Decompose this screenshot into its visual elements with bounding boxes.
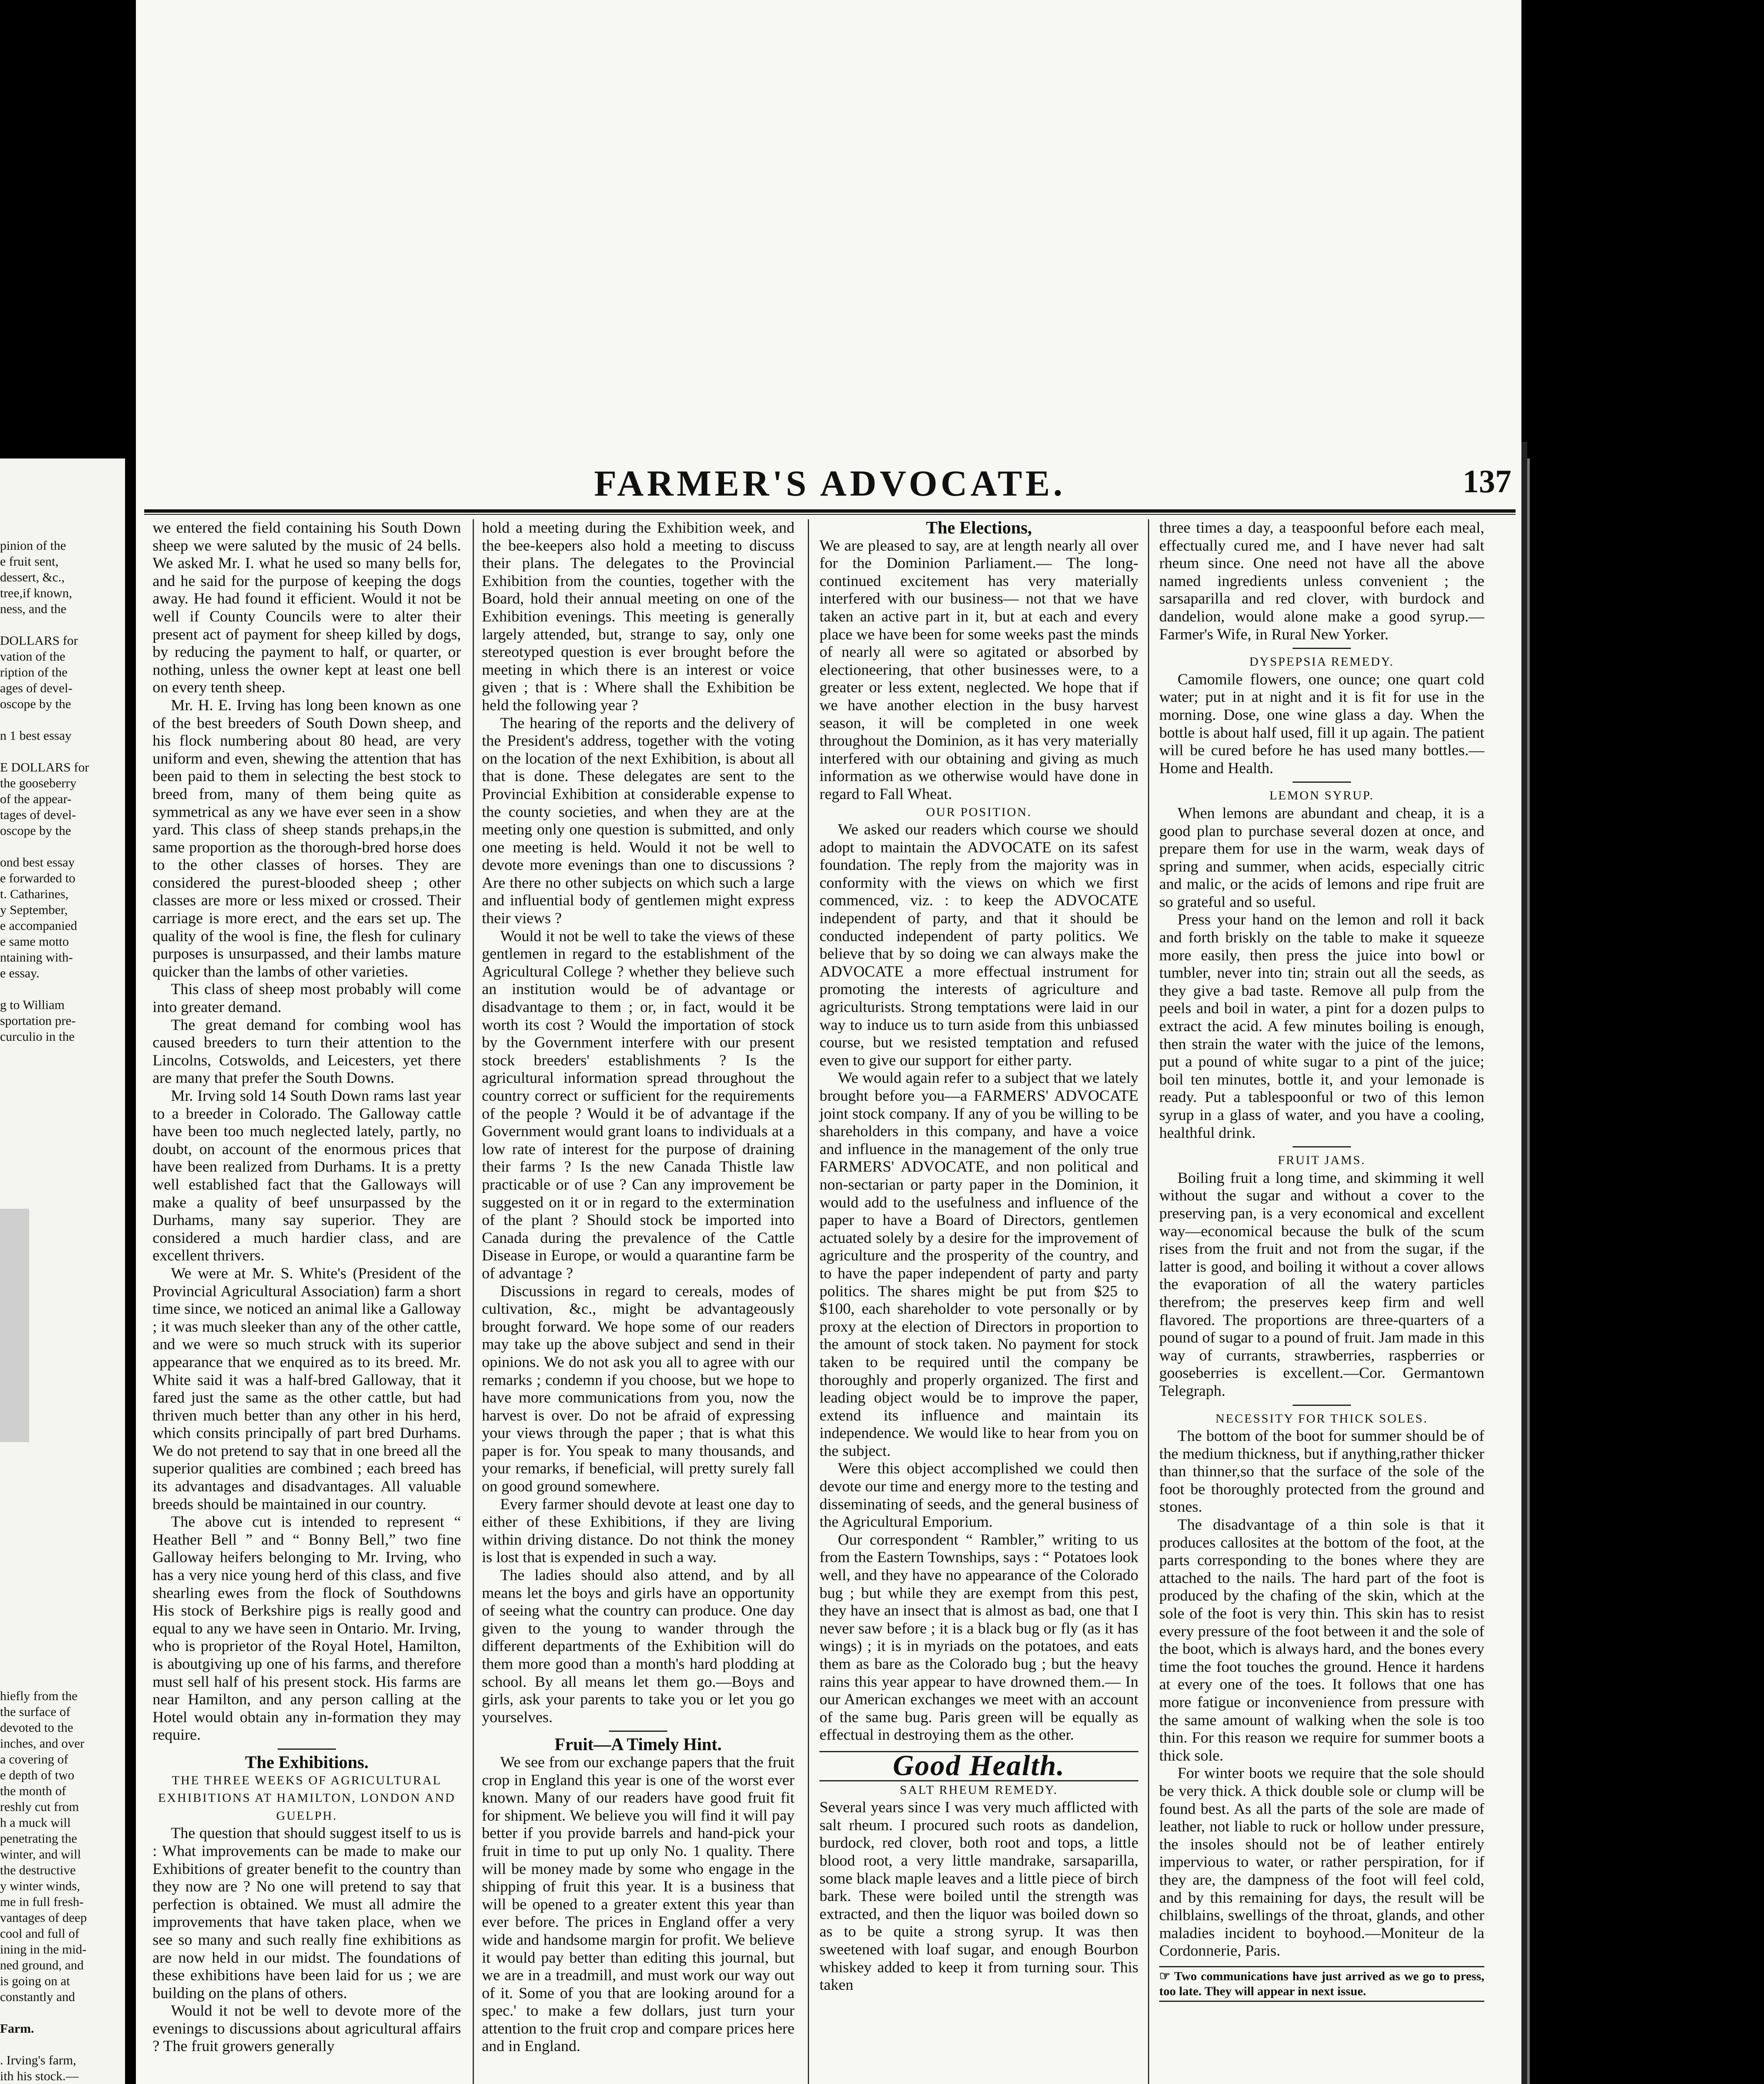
left-fragment-line: ond best essay [0,855,75,869]
left-fragment-line: e accompanied [0,918,78,933]
col1-body-2 [153,1825,461,2056]
paragraph: Were this object accomplished we could then devote our time and energy more to the testing and disseminating of seeds, and the general business of the Agricultural Emporium. [819,1460,1138,1531]
left-fragment-line: penetrating the [0,1831,78,1846]
paragraph: The disadvantage of a thin sole is that it produces callosites at the bottom of the foot, at the parts corresponding to the bones where they are attached to the nails. The hard part of the foot is produced by the chafing of the skin, which at the sole of the foot is very thin. This skin has to resist every pressure of the foot between it and the sole of the boot, which is always hard, and the bones every time the foot touches the ground. Hence it hardens at every one of the toes. It follows that one has more fatigue or inconvenience from pressure with the same amount of walking when the sole is too thin. For this reason we require for summer boots a thick sole. [1159,1516,1484,1764]
left-fragment-line: winter, and will [0,1847,81,1861]
section-subheading: OUR POSITION. [926,805,1032,819]
left-fragment-line [0,2036,87,2052]
newspaper-page [136,0,1521,2084]
separator-rule [1293,1405,1351,1406]
section-subheading: LEMON SYRUP. [1269,789,1374,803]
paragraph: We see from our exchange papers that the fruit crop in England this year is one of the worst ever known. Many of our readers have good fruit fit for shipment. We believe you will find it will pay better if you provide barrels and hand-pick your fruit in time to put up only No. 1 quality. There will be money made by some who engage in the shipping of fruit this year. It is a business that will be opened to a greater extent this year than ever before. The prices in England offer a very wide and handsome margin for profit. We believe it would pay better than editing this journal, but we are in a treadmill, and must work our way out of it. Some of you that are looking around for a spec.' to make a few dollars, just turn your attention to the fruit crop and compare prices here and in England. [482,1753,794,2055]
paragraph: For winter boots we require that the sole should be very thick. A thick double sole or clump will be found best. As all the parts of the sole are made of leather, not liable to ruck or hollow under pressure, the insoles should not be of leather entirely impervious to water, or rather perspiration, for if they are, the dampness of the foot will feel cold, and by this remaining for days, the result will be chilblains, swellings of the throat, glands, and other maladies incident to boyhood.—Moniteur de la Cordonnerie, Paris. [1159,1765,1484,1960]
left-fragment-line: the surface of [0,1704,70,1719]
left-fragment-line: e same motto [0,934,69,949]
left-fragment-line: reshly cut from [0,1799,79,1814]
left-fragment-line: ages of devel- [0,681,73,695]
paragraph: three times a day, a teaspoonful before each meal, effectually cured me, and I have never had salt rheum since. One need not have all the above named ingredients unless convenient ; the sarsaparilla and red clover, with burdock and dandelion, would alone make a good syrup.—Farmer's Wife, in Rural New Yorker. [1159,519,1484,643]
left-fragment-line: Farm. [0,2021,34,2036]
paragraph: Our correspondent “ Rambler,” writing to us from the Eastern Townships, says : “ Potatoes look well, and they have no appearance of the Colorado bug ; but while they are exempt from this pest, they have an insect that is almost as bad, one that I never saw before ; it is a black bug or fly (as it has wings) ; it is in myriads on the potatoes, and eats them as bare as the Colorado bug ; but the heavy rains this year appear to have drowned them.— In our American exchanges we meet with an account of the same bug. Paris green will be equally as effectual in destroying them as the other. [819,1531,1138,1744]
left-fragment-line: me in full fresh- [0,1894,84,1909]
left-fragment-line: the destructive [0,1863,76,1877]
column-4 [1159,519,1484,2002]
left-fragment-line [0,617,89,633]
left-fragment-line: t. Catharines, [0,887,69,901]
left-page-text-top [0,538,89,1045]
left-fragment-line: y September, [0,902,68,917]
paragraph: The bottom of the boot for summer should be of the medium thickness, but if anything,rather thicker than thinner,so that the surface of the sole of the foot be thoroughly protected from the ground and stones. [1159,1428,1484,1516]
article-heading-elections: The Elections, [926,518,1032,538]
column-3 [819,519,1138,1994]
left-fragment-line: the month of [0,1783,66,1798]
left-fragment-line: curculio in the [0,1029,75,1044]
left-fragment-line: h a muck will [0,1815,71,1830]
left-fragment-line: the gooseberry [0,776,77,790]
paragraph: This class of sheep most probably will come into greater demand. [153,981,461,1016]
masthead [144,463,1516,504]
article-subheading: THE THREE WEEKS OF AGRICULTURAL EXHIBITIONS AT HAMILTON, LONDON AND GUELPH. [158,1773,456,1823]
paragraph: The hearing of the reports and the delivery of the President's address, together with the voting on the location of the next Exhibition, is about all that is done. These delegates are sent to the Provincial Exhibition at considerable expense to the county societies, and when they are at the meeting only one question is submitted, and only one meeting is held. Would it not be well to devote more evenings than one to discussions ? Are there no other subjects on which such a large and influential body of gentlemen might express their views ? [482,714,794,927]
column-divider [808,519,809,2084]
separator-rule [1293,1146,1351,1147]
left-fragment-line: of the appear- [0,792,72,806]
masthead-rule-thin [144,514,1516,515]
paragraph: We asked our readers which course we should adopt to maintain the ADVOCATE on its safest foundation. The reply from the majority was in conformity with the views on which we first commenced, viz. : to keep the ADVOCATE independent of party, and that it should be conducted independent of party politics. We believe that by so doing we can always make the ADVOCATE a more effectual instrument for promoting the interests of agriculture and agriculturists. Strong temptations were laid in our way to induce us to turn aside from this unbiassed course, but we resisted temptation and refused even to give our support for either party. [819,821,1138,1069]
soles-body [1159,1428,1484,1960]
lemon-body [1159,805,1484,1142]
paragraph: We were at Mr. S. White's (President of the Provincial Agricultural Association) farm a short time since, we noticed an animal like a Galloway ; it was much sleeker than any of the other cattle, and we were so much struck with its superior appearance that we enquired as to its breed. Mr. White said it was a half-bred Galloway, that it fared just the same as the other cattle, but had thriven much better than any other in his herd, which consits principally of part bred Durhams. We do not pretend to say that in one breed all the superior qualities are combined ; each breed has its advantages and disadvantages. All valuable breeds should be maintained in our country. [153,1265,461,1513]
masthead-rule [144,509,1516,513]
left-fragment-line: e depth of two [0,1768,75,1782]
left-fragment-line [0,2005,87,2021]
left-fragment-line: vantages of deep [0,1910,87,1925]
left-page-text-bottom [0,1688,87,2084]
left-fragment-line: dessert, &c., [0,570,65,584]
section-subheading: SALT RHEUM REMEDY. [900,1783,1058,1797]
col3-body-2 [819,821,1138,1744]
paragraph: Discussions in regard to cereals, modes of cultivation, &c., might be advantageously brought forward. We hope some of our readers may take up the above subject and send in their opinions. We do not ask you all to agree with our remarks ; condemn if you choose, but we hope to have more communications from you, now the harvest is over. Do not be afraid of expressing your views through the paper ; that is what this paper is for. You speak to many thousands, and your remarks, if beneficial, will pretty surely fall on good ground somewhere. [482,1282,794,1495]
article-heading-exhibitions: The Exhibitions. [245,1753,369,1772]
left-fragment-line: inches, and over [0,1736,85,1751]
left-fragment-line: sportation pre- [0,1013,76,1028]
page-number: 137 [1463,463,1511,499]
left-fragment-line: e fruit sent, [0,554,59,569]
good-health-title: Good Health. [893,1749,1065,1782]
editor-note: ☞ Two communications have just arrived as we go to press, too late. They will appear in next issue. [1159,1969,1484,1998]
left-fragment-line: cool and full of [0,1926,80,1941]
left-fragment-line: . Irving's farm, [0,2053,76,2067]
separator-rule [278,1748,336,1750]
left-fragment-line: y winter winds, [0,1879,80,1893]
section-subheading: NECESSITY FOR THICK SOLES. [1215,1411,1428,1425]
left-fragment-line: ith his stock.— [0,2069,79,2083]
paragraph: The question that should suggest itself to us is : What improvements can be made to make our Exhibitions of greater benefit to the country than they now are ? No one will pretend to say that perfection is obtained. We must all admire the improvements that have taken place, when we see so many and such really fine exhibitions as are now held in our midst. The foundations of these exhibitions have been laid for us ; we are building on the plans of others. [153,1825,461,2002]
separator-rule [609,1731,667,1732]
left-fragment-line [0,744,89,759]
editor-note-box [1159,1966,1484,2002]
left-fragment-line: ntaining with- [0,950,73,964]
masthead-title: FARMER'S ADVOCATE. [594,463,1066,504]
col2-body [482,519,794,1726]
binding-gutter [125,442,136,2084]
section-subheading: DYSPEPSIA REMEDY. [1249,655,1394,669]
left-fragment-line: is going on at [0,1974,70,1988]
paragraph: Press your hand on the lemon and roll it back and forth briskly on the table to make it squeeze more easily, then press the juice into bowl or tumbler, never into tin; strain out all the seeds, as they give a bad taste. Remove all pulp from the peels and boil in water, a pint for a dozen pulps to extract the acid. A few minutes boiling is enough, then strain the water with the juice of the lemons, put a pound of white sugar to a pint of the juice; boil ten minutes, bottle it, and your lemonade is ready. Put a tablespoonful or two of this lemon syrup in a glass of water, and you have a cooling, healthful drink. [1159,911,1484,1142]
left-fragment-line: DOLLARS for [0,633,78,648]
dyspepsia-text: Camomile flowers, one ounce; one quart cold water; put in at night and it is fit for use in the morning. Dose, one wine glass a day. When the bottle is about half used, fill it up again. The patient will be cured before he has used many bottles.—Home and Health. [1159,671,1484,777]
left-fragment-line: devoted to the [0,1720,73,1735]
good-health-banner [819,1751,1138,1781]
col2-body-2 [482,1754,794,2056]
right-page-edge [1521,442,1527,2084]
left-fragment-line: g to William [0,997,65,1012]
paragraph: Mr. H. E. Irving has long been known as one of the best breeders of South Down sheep, and his flock numbering about 80 head, are very uniform and even, shewing the attention that has been paid to them in selecting the best stock to breed from, many of them being quite as symmetrical as any we have ever seen in a show yard. This class of sheep stands prehaps,in the same proportion as the thorough-bred horse does to the other classes of horses. They are considered the purest-blooded sheep ; other classes are more or less mixed or crossed. Their carriage is more erect, and the ears set up. The quality of the wool is fine, the flesh for culinary purposes is unsurpassed, and their lambs mature quicker than the lambs of other varieties. [153,696,461,980]
left-fragment-line: e forwarded to [0,871,75,885]
left-fragment-line: ining in the mid- [0,1942,87,1956]
left-fragment-line [0,839,89,854]
paragraph: When lemons are abundant and cheap, it is a good plan to purchase several dozen at once, and prepare them for use in the warm, weak days of spring and summer, when acids, especially citric and malic, or the acids of lemons and ripe fruit are so grateful and so useful. [1159,804,1484,911]
left-page-engraving [0,1209,29,1442]
left-fragment-line: ription of the [0,665,68,679]
col3-body-3 [819,1799,1138,1994]
left-fragment-line: constantly and [0,1989,75,2004]
col3-body [819,537,1138,804]
left-fragment-line: tages of devel- [0,807,76,822]
paragraph: Several years since I was very much afflicted with salt rheum. I procured such roots as dandelion, burdock, red clover, both root and tops, a little blood root, a very little mandrake, sarsaparilla, some black maple leaves and a little piece of birch bark. These were boiled until the strength was extracted, and then the liquor was boiled down so as to be quite a strong syrup. It was then sweetened with loaf sugar, and enough Bourbon whiskey added to keep it from turning sour. This taken [819,1799,1138,1994]
left-fragment-line: oscope by the [0,696,71,711]
col1-body [153,519,461,1744]
section-subheading: FRUIT JAMS. [1278,1153,1366,1167]
left-fragment-line: ness, and the [0,601,67,616]
column-2 [482,519,794,2056]
left-fragment-line [0,981,89,997]
left-fragment-line: a covering of [0,1752,68,1766]
left-fragment-line: vation of the [0,649,65,664]
article-heading-fruit: Fruit—A Timely Hint. [554,1735,722,1755]
left-fragment-line: oscope by the [0,823,71,838]
paragraph: We would again refer to a subject that we lately brought before you—a FARMERS' ADVOCATE joint stock company. If any of you be willing to be shareholders in this company, and have a voice and influence in the management of the only true FARMERS' ADVOCATE, and non political and non-sectarian or party paper in the Dominion, it would add to the usefulness and influence of the paper to have a Board of Directors, gentlemen actuated solely by a desire for the improvement of agriculture and the prosperity of the country, and to have the paper independent of party and party politics. The shares might be put from $25 to $100, each shareholder to vote personally or by proxy at the election of Directors in proportion to the amount of stock taken. No payment for stock taken to be required until the company be thoroughly and properly organized. The first and leading object would be to improve the paper, extend its influence and maintain its independence. We would like to hear from you on the subject. [819,1070,1138,1460]
left-fragment-line: pinion of the [0,538,66,553]
left-fragment-line: ned ground, and [0,1958,84,1972]
paragraph: The ladies should also attend, and by all means let the boys and girls have an opportunity of seeing what the country can produce. One day given to the young to wander through the different departments of the Exhibition will do them more good than a month's hard plodding at school. By all means let them go.—Boys and girls, ask your parents to take you or let you go yourselves. [482,1567,794,1726]
column-1 [153,519,461,2056]
right-page-edge-thin [1527,458,1530,2084]
col4-body [1159,519,1484,644]
paragraph: The above cut is intended to represent “ Heather Bell ” and “ Bonny Bell,” two fine Galloway heifers belonging to Mr. Irving, who has a very nice young herd of this class, and five shearling ewes from the flock of Southdowns His stock of Berkshire pigs is really good and equal to any we have seen in Ontario. Mr. Irving, who is proprietor of the Royal Hotel, Hamilton, is aboutgiving up one of his farms, and therefore must sell half of his present stock. His farms are near Hamilton, and any person calling at the Hotel would obtain any in-formation they may require. [153,1513,461,1744]
left-fragment-line: tree,if known, [0,586,73,600]
paragraph: Every farmer should devote at least one day to either of these Exhibitions, if they are living within driving distance. Do not think the money is lost that is expended in such a way. [482,1495,794,1566]
separator-rule [1293,648,1351,649]
paragraph: hold a meeting during the Exhibition week, and the bee-keepers also hold a meeting to discuss their plans. The delegates to the Provincial Exhibition from the counties, together with the Board, hold their annual meeting on one of the Exhibition evenings. This meeting is generally largely attended, but, strange to say, only one stereotyped question is ever brought before the meeting in which there is an interest or voice given ; that is : Where shall the Exhibition be held the following year ? [482,519,794,714]
paragraph: Would it not be well to devote more of the evenings to discussions about agricultural affairs ? The fruit growers generally [153,2002,461,2055]
paragraph: The great demand for combing wool has caused breeders to turn their attention to the Lincolns, Cotswolds, and Leicesters, yet there are many that prefer the South Downs. [153,1016,461,1087]
left-fragment-line: E DOLLARS for [0,760,89,774]
fruit-jams-text: Boiling fruit a long time, and skimming it well without the sugar and without a cover to the preserving pan, is a very economical and excellent way—economical because the bulk of the scum rises from the fruit and not from the sugar, if the latter is good, and boiling it without a cover allows the evaporation of all the watery particles therefrom; the preserves keep firm and well flavored. The proportions are three-quarters of a pound of sugar to a pound of fruit. Jam made in this way of currants, strawberries, raspberries or gooseberries is excellent.—Cor. Germantown Telegraph. [1159,1169,1484,1400]
paragraph: Would it not be well to take the views of these gentlemen in regard to the establishment of the Agricultural College ? whether they believe such an institution would be of advantage or disadvantage to them ; or, in fact, would it be worth its cost ? Would the importation of stock by the Government interfere with our present stock breeders' establishments ? Is the agricultural information spread throughout the country correct or sufficient for the requirements of the people ? Would it be of advantage if the Government would grant loans to individuals at a low rate of interest for the purpose of draining their farms ? Is the new Canada Thistle law practicable or of use ? Can any improvement be suggested on it or in regard to the extermination of the plant ? Should stock be imported into Canada during the prevalence of the Cattle Disease in Europe, or would a quarantine farm be of advantage ? [482,927,794,1282]
paragraph: Mr. Irving sold 14 South Down rams last year to a breeder in Colorado. The Galloway cattle have been too much neglected lately, partly, no doubt, on account of the enormous prices that have been realized from Durhams. It is a pretty well established fact that the Galloways will make a quality of beef unsurpassed by the Durhams, many say superior. They are considered a much hardier class, and are excellent thrivers. [153,1087,461,1265]
left-fragment-line [0,712,89,728]
left-fragment-line: e essay. [0,966,40,980]
left-fragment-line: n 1 best essay [0,728,72,743]
column-divider [473,519,474,2084]
left-fragment-line: hiefly from the [0,1688,78,1703]
paragraph: we entered the field containing his South Down sheep we were saluted by the music of 24 bells. We asked Mr. I. what he used so many bells for, and he said for the purpose of keeping the dogs away. He had found it efficient. Would it not be well if County Councils were to alter their present act of payment for sheep killed by dogs, by reducing the payment to half, or quarter, or nothing, unless the owner kept at least one bell on every tenth sheep. [153,519,461,696]
column-divider [1148,519,1149,2084]
paragraph: We are pleased to say, are at length nearly all over for the Dominion Parliament.— The long-continued excitement has very materially interfered with our business— not that we have taken an active part in it, but at each and every place we have been for some weeks past the minds of nearly all were so agitated or absorbed by electioneering, that other businesses were, to a greater or less extent, neglected. We hope that if we have another election in the busy harvest season, it will be completed in one week throughout the Dominion, as it has very materially interfered with our obtaining and giving as much information as we otherwise would have done in regard to Fall Wheat. [819,537,1138,803]
separator-rule [1293,782,1351,783]
